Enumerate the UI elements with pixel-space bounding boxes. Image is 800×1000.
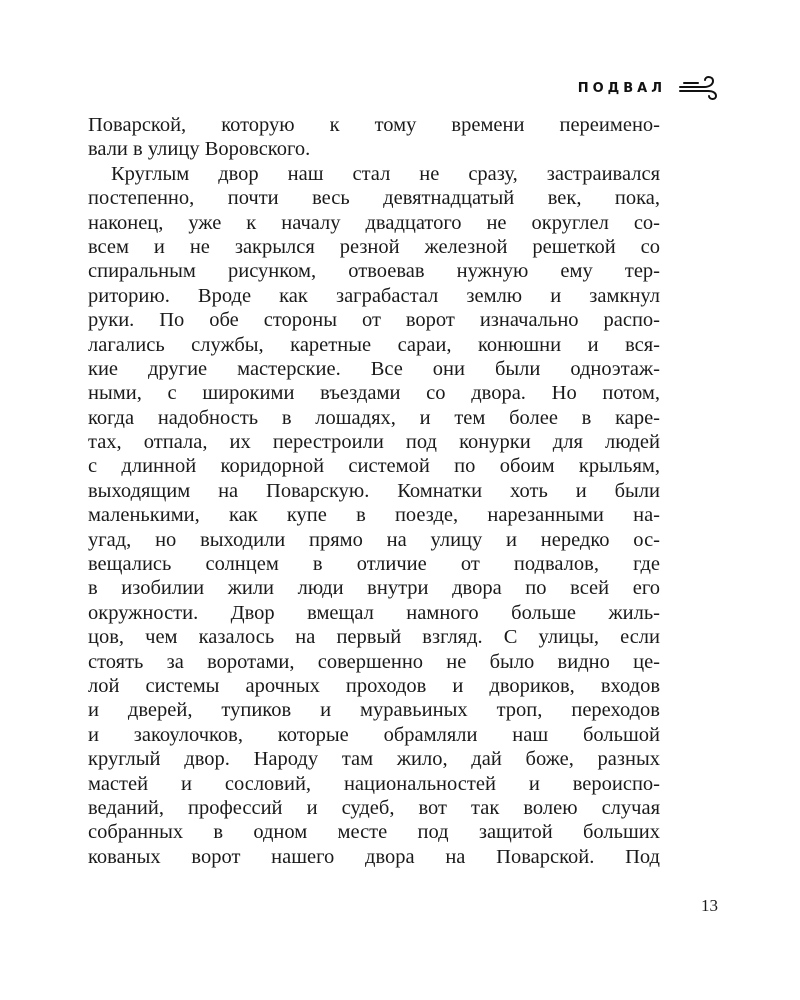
text-line: с длинной коридорной системой по обоим крыльям,	[88, 455, 660, 478]
text-line: лой системы арочных проходов и двориков, входов	[88, 674, 660, 697]
text-line: спиральным рисунком, отвоевав нужную ему тер-	[88, 260, 660, 283]
page-number: 13	[701, 896, 718, 915]
text-line: стоять за воротами, совершенно не было видно це-	[88, 650, 660, 673]
text-line: кие другие мастерские. Все они были одноэтаж-	[88, 357, 660, 380]
text-line: цов, чем казалось на первый взгляд. С улицы, если	[88, 626, 660, 649]
text-line: круглый двор. Народу там жило, дай боже, разных	[88, 748, 660, 771]
text-line: и дверей, тупиков и муравьиных троп, переходов	[88, 699, 660, 722]
text-line: окружности. Двор вмещал намного больше жиль-	[88, 601, 660, 624]
text-line: Поварской, которую к тому времени переимено-	[88, 114, 660, 136]
text-line: когда надобность в лошадях, и тем более в карe-	[88, 406, 660, 429]
text-line: и закоулочков, которые обрамляли наш большой	[88, 723, 660, 746]
text-line: вещались солнцем в отличие от подвалов, где	[88, 553, 660, 576]
body-text	[88, 113, 660, 869]
text-line: наконец, уже к началу двадцатого не округлел со-	[88, 211, 660, 234]
text-line: мастей и сословий, национальностей и вероиспо-	[88, 772, 660, 795]
text-line: ными, с широкими въездами со двора. Но потом,	[88, 382, 660, 405]
text-line: тах, отпала, их перестроили под конурки для людей	[88, 431, 660, 454]
running-head	[578, 76, 720, 100]
text-line: в изобилии жили люди внутри двора по всей его	[88, 577, 660, 600]
running-head-title: ПОДВАЛ	[577, 80, 666, 96]
text-line: риторию. Вроде как заграбастал землю и замкнул	[88, 284, 660, 307]
text-line: постепенно, почти весь девятнадцатый век, пока,	[88, 187, 660, 210]
text-line: маленькими, как купе в поезде, нарезанными на-	[88, 504, 660, 527]
text-line: кованых ворот нашего двора на Поварской. Под	[88, 845, 660, 868]
text-line: собранных в одном месте под защитой больших	[88, 821, 660, 844]
text-line: выходящим на Поварскую. Комнатки хоть и были	[88, 479, 660, 502]
text-line: лагались службы, каретные сараи, конюшни и вся-	[88, 333, 660, 356]
paragraph-start-line: Круглым двор наш стал не сразу, застраивался	[111, 162, 660, 185]
wind-icon	[678, 76, 720, 100]
text-line: угад, но выходили прямо на улицу и нередко ос-	[88, 528, 660, 551]
text-line: всем и не закрылся резной железной решеткой со	[88, 235, 660, 258]
text-line: вали в улицу Воровского.	[88, 138, 311, 161]
text-line: руки. По обе стороны от ворот изначально распо-	[88, 309, 660, 332]
text-line: веданий, профессий и судеб, вот так волею случая	[88, 796, 660, 819]
